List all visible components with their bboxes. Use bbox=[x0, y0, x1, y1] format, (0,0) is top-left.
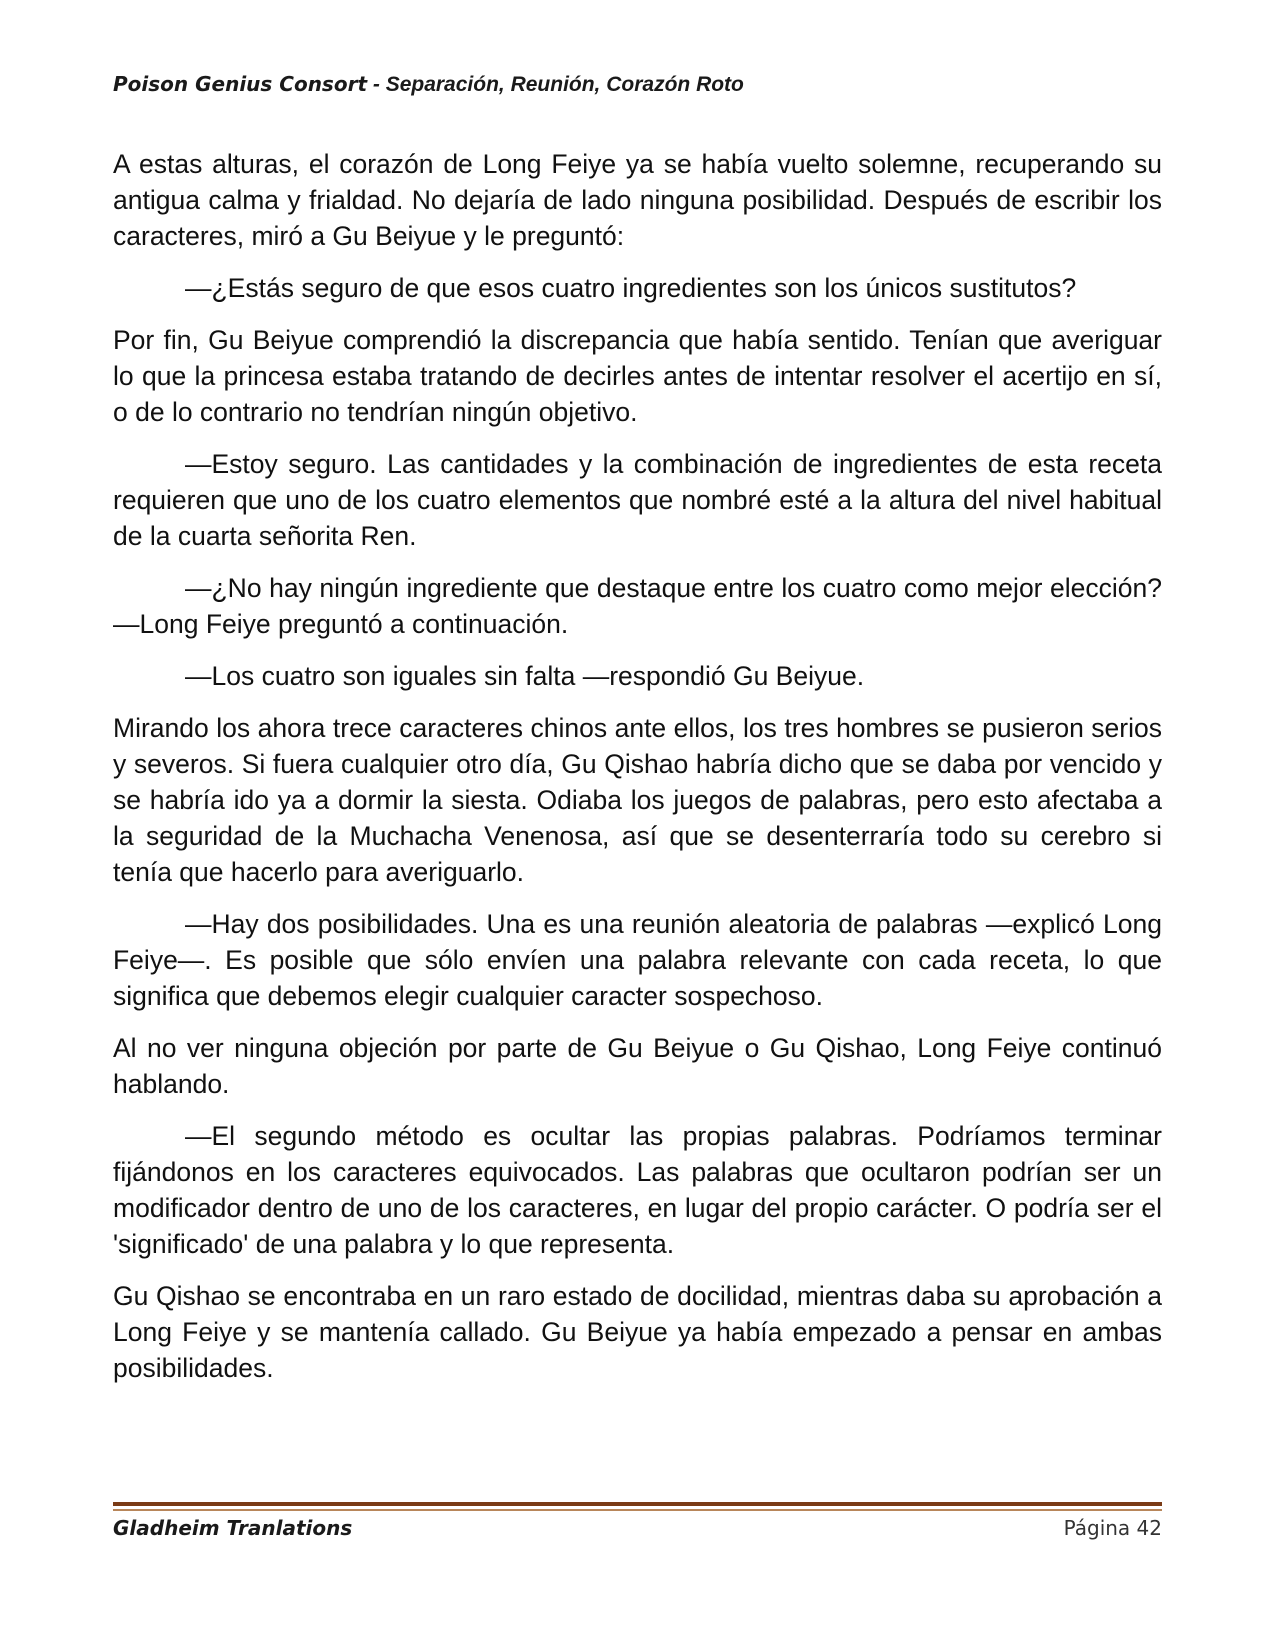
footer-rule-thick bbox=[113, 1502, 1162, 1506]
header-separator: - bbox=[367, 73, 386, 96]
paragraph: Mirando los ahora trece caracteres chinos ante ellos, los tres hombres se pusieron serios y severos. Si fuera cualquier otro día, Gu Qishao habría dicho que se daba por vencido y se habría ido ya a dormir la siesta. Odiaba los juegos de palabras, pero esto afectaba a la seguridad de la Muchacha Venenosa, así que se desenterraría todo su cerebro si tenía que hacerlo para averiguarlo. bbox=[113, 713, 1162, 887]
paragraph: —Los cuatro son iguales sin falta —respondió Gu Beiyue. bbox=[185, 661, 865, 691]
series-title: Poison Genius Consort bbox=[113, 72, 368, 96]
paragraph: —¿No hay ningún ingrediente que destaque entre los cuatro como mejor elección? —Long Feiye preguntó a continuación. bbox=[113, 573, 1162, 639]
paragraph: Por fin, Gu Beiyue comprendió la discrepancia que había sentido. Tenían que averiguar lo que la princesa estaba tratando de decirles antes de intentar resolver el acertijo en sí, o de lo contrario no tendrían ningún objetivo. bbox=[113, 325, 1162, 427]
paragraph: Al no ver ninguna objeción por parte de Gu Beiyue o Gu Qishao, Long Feiye continuó hablando. bbox=[113, 1033, 1162, 1099]
paragraph: —Estoy seguro. Las cantidades y la combinación de ingredientes de esta receta requieren que uno de los cuatro elementos que nombré esté a la altura del nivel habitual de la cuarta señorita Ren. bbox=[113, 449, 1162, 551]
paragraph: Gu Qishao se encontraba en un raro estado de docilidad, mientras daba su aprobación a Long Feiye y se mantenía callado. Gu Beiyue ya había empezado a pensar en ambas posibilidades. bbox=[113, 1281, 1162, 1383]
footer-rule-thin bbox=[113, 1509, 1162, 1511]
paragraph: A estas alturas, el corazón de Long Feiye ya se había vuelto solemne, recuperando su antigua calma y frialdad. No dejaría de lado ninguna posibilidad. Después de escribir los caracteres, miró a Gu Beiyue y le preguntó: bbox=[113, 149, 1162, 251]
paragraph: —El segundo método es ocultar las propias palabras. Podríamos terminar fijándonos en los caracteres equivocados. Las palabras que ocultaron podrían ser un modificador dentro de uno de los caracteres, en lugar del propio carácter. O podría ser el 'significado' de una palabra y lo que representa. bbox=[113, 1121, 1162, 1259]
page-number: Página 42 bbox=[1063, 1516, 1162, 1540]
chapter-title: Separación, Reunión, Corazón Roto bbox=[385, 73, 744, 96]
body-text bbox=[113, 146, 1162, 1402]
running-header bbox=[113, 72, 744, 97]
publisher-name: Gladheim Tranlations bbox=[113, 1516, 353, 1540]
paragraph: —¿Estás seguro de que esos cuatro ingredientes son los únicos sustitutos? bbox=[185, 273, 1077, 303]
paragraph: —Hay dos posibilidades. Una es una reunión aleatoria de palabras —explicó Long Feiye—. Es posible que sólo envíen una palabra relevante con cada receta, lo que significa que debemos elegir cualquier caracter sospechoso. bbox=[113, 909, 1162, 1011]
